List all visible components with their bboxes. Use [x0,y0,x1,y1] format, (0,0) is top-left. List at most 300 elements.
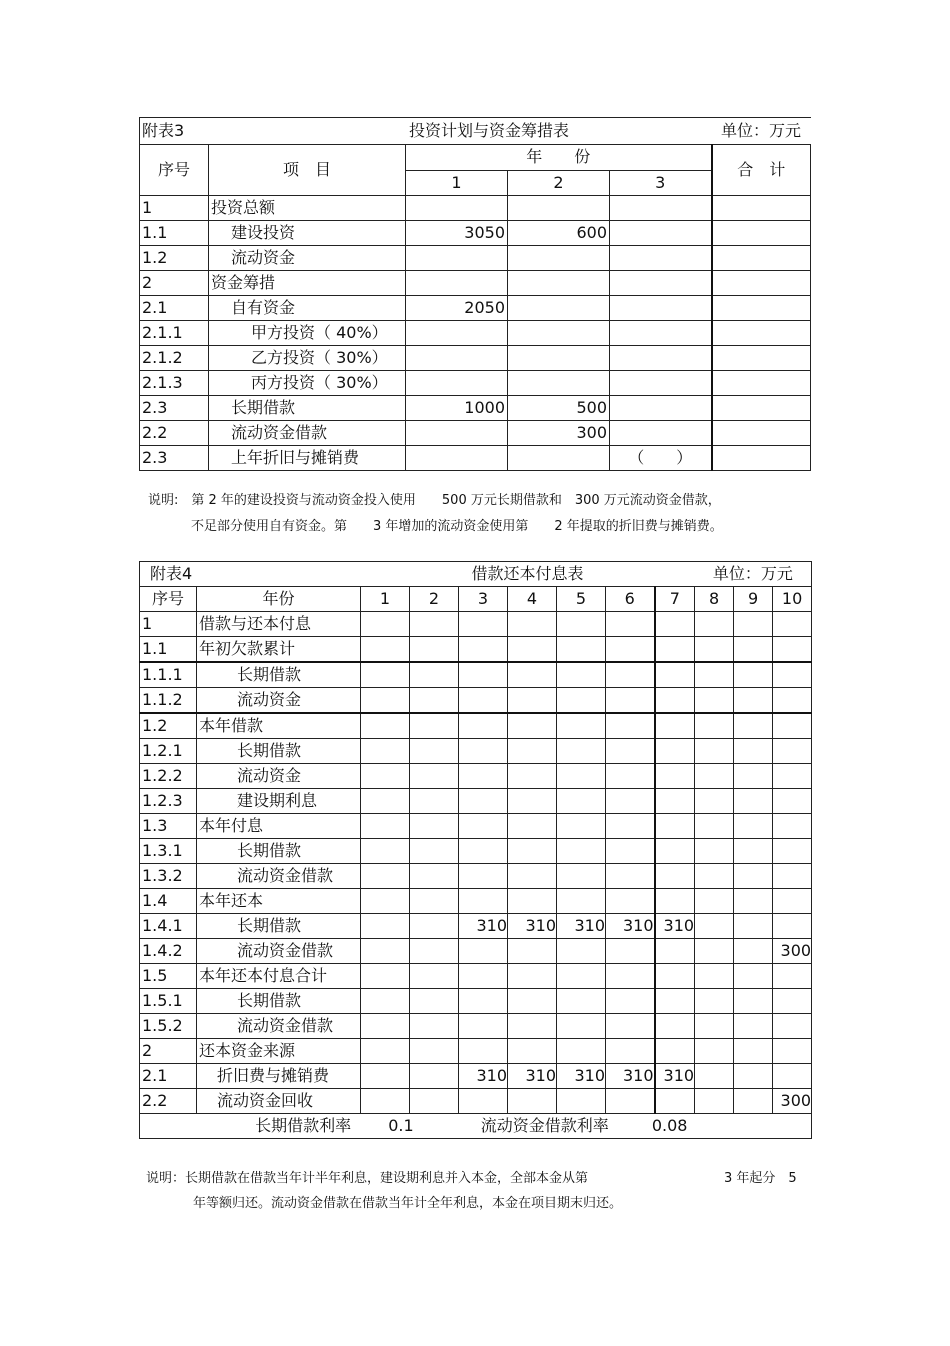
table4-value-cell [361,939,410,964]
long-rate-label: 长期借款利率 [255,1116,352,1135]
table4-year-header: 1 [361,587,410,612]
table4-value-cell [557,789,606,814]
table4-value-cell [557,713,606,739]
table4-item-cell: 流动资金借款 [197,864,361,889]
table3-seq-cell: 2.3 [140,446,209,471]
table4-value-cell: 300 [773,1089,812,1114]
table4-value-cell [695,889,734,914]
table4-value-cell [695,1014,734,1039]
table4-year-header: 7 [655,587,695,612]
table4-year-header: 4 [508,587,557,612]
table4-item-cell: 本年借款 [197,713,361,739]
table4-value-cell [410,789,459,814]
table4-note-line1b: 3 年起分 5 [724,1171,797,1186]
table4-value-cell [410,612,459,637]
table4-value-cell [459,864,508,889]
table4-row [140,914,812,939]
table4-value-cell [734,939,773,964]
table4-value-cell [557,839,606,864]
table4-seq-cell: 1.3.2 [140,864,197,889]
table4-value-cell: 310 [606,1064,655,1089]
table4-value-cell [773,989,812,1014]
table4-value-cell [773,1014,812,1039]
table4-value-cell [459,814,508,839]
table4-value-cell [361,964,410,989]
table4-row [140,989,812,1014]
table4-value-cell [361,814,410,839]
table4-seq-cell: 2.2 [140,1089,197,1114]
table3-total-cell [712,271,811,296]
table4-value-cell [655,662,695,688]
table4-value-cell [410,964,459,989]
table4-value-cell [655,814,695,839]
table4-value-cell [410,989,459,1014]
table4-item-cell: 长期借款 [197,989,361,1014]
table4-value-cell [655,864,695,889]
table4-item-cell: 长期借款 [197,739,361,764]
table3-unit: 单位：万元 [712,118,811,145]
table3-value-cell [508,246,610,271]
table4-value-cell [410,889,459,914]
table3-total-cell [712,246,811,271]
table4-value-cell [734,1039,773,1064]
table3-row [140,321,811,346]
table4-value-cell [410,1039,459,1064]
table4-row [140,688,812,714]
table4-year-header: 9 [734,587,773,612]
table4-value-cell [695,1039,734,1064]
table3-value-cell: （ ） [610,446,712,471]
table3-item-cell: 甲方投资（ 40%） [209,321,406,346]
table4-value-cell [655,764,695,789]
table4-value-cell [459,764,508,789]
table3-seq-cell: 2.1 [140,296,209,321]
table4-seq-cell: 1.5 [140,964,197,989]
table4-value-cell [773,637,812,663]
table4-value-cell: 310 [508,914,557,939]
table4-item-cell: 流动资金 [197,764,361,789]
table4-value-cell [410,1064,459,1089]
table3-total-cell [712,446,811,471]
table4-value-cell [734,612,773,637]
table4-value-cell [606,612,655,637]
table3-year-2: 2 [508,170,610,196]
table4-value-cell: 310 [508,1064,557,1089]
table3-total-cell [712,221,811,246]
table4-value-cell [734,964,773,989]
table3-header-row [140,145,811,171]
table4-value-cell [410,764,459,789]
table4-seq-cell: 1.4.1 [140,914,197,939]
table4-value-cell: 310 [557,1064,606,1089]
table4-value-cell [695,739,734,764]
table4-row [140,889,812,914]
table4-row [140,964,812,989]
table3-title-row [140,118,811,145]
table3-total-cell [712,196,811,221]
table4-value-cell [410,662,459,688]
table4-value-cell [557,939,606,964]
table4-value-cell [459,1014,508,1039]
table4-row [140,789,812,814]
table4-row [140,1014,812,1039]
table4-row [140,1064,812,1089]
table3-value-cell [406,371,508,396]
table3-value-cell [610,196,712,221]
table4-value-cell [410,814,459,839]
table4-value-cell [734,814,773,839]
table4-seq-cell: 1.2 [140,713,197,739]
table4-value-cell [606,789,655,814]
table3-item-cell: 资金筹措 [209,271,406,296]
table4-value-cell [655,637,695,663]
table4-value-cell [557,964,606,989]
table4-value-cell [773,1039,812,1064]
table3-seq-cell: 1 [140,196,209,221]
investment-plan-table [139,117,811,471]
table4-value-cell [508,1089,557,1114]
table4-value-cell [734,1014,773,1039]
table3-value-cell [610,371,712,396]
table4-row [140,939,812,964]
table4-value-cell [695,964,734,989]
table4-value-cell [459,637,508,663]
table3-value-cell [610,321,712,346]
table3-row [140,446,811,471]
table4-value-cell [655,839,695,864]
table4-year-header: 10 [773,587,812,612]
table3-value-cell: 3050 [406,221,508,246]
table4-value-cell [695,637,734,663]
table4-item-cell: 本年付息 [197,814,361,839]
table3-year-1: 1 [406,170,508,196]
table4-item-cell: 本年还本付息合计 [197,964,361,989]
table3-item-cell: 丙方投资（ 30%） [209,371,406,396]
table4-value-cell [695,764,734,789]
table4-value-cell [459,939,508,964]
table4-value-cell [695,939,734,964]
table3-value-cell [610,271,712,296]
table4-value-cell [557,612,606,637]
table4-value-cell [734,839,773,864]
table4-seq-cell: 1.5.2 [140,1014,197,1039]
table4-value-cell [695,1089,734,1114]
table4-value-cell [459,688,508,714]
table4-row [140,1089,812,1114]
table4-value-cell [773,739,812,764]
table4-note-line2: 年等额归还。流动资金借款在借款当年计全年利息，本金在项目期末归还。 [193,1196,623,1211]
table4-value-cell [557,739,606,764]
table3-seq-cell: 1.1 [140,221,209,246]
table4-value-cell [606,637,655,663]
table4-value-cell [361,889,410,914]
table4-value-cell [695,1064,734,1089]
table4-seq-cell: 2.1 [140,1064,197,1089]
table4-item-cell: 长期借款 [197,839,361,864]
table3-value-cell [406,271,508,296]
table4-row [140,839,812,864]
table4-value-cell [734,864,773,889]
table4-row [140,1039,812,1064]
table3-item-cell: 投资总额 [209,196,406,221]
table4-value-cell [695,839,734,864]
table4-value-cell [773,864,812,889]
table3-value-cell [508,296,610,321]
table3-value-cell: 2050 [406,296,508,321]
table4-value-cell [557,637,606,663]
table4-value-cell [361,739,410,764]
table4-value-cell [695,989,734,1014]
table3-value-cell [508,446,610,471]
table4-value-cell [734,914,773,939]
table4-value-cell [695,713,734,739]
table4-value-cell [508,637,557,663]
table3-seq-cell: 2.1.3 [140,371,209,396]
table4-value-cell: 310 [655,914,695,939]
table3-seq-cell: 2.2 [140,421,209,446]
table4-item-cell: 流动资金 [197,688,361,714]
table4-value-cell [557,764,606,789]
table4-value-cell: 310 [557,914,606,939]
table3-item-cell: 乙方投资（ 30%） [209,346,406,371]
table4-value-cell [773,964,812,989]
table4-value-cell [773,612,812,637]
table4-value-cell [734,1089,773,1114]
table4-value-cell [734,889,773,914]
table4-item-cell: 流动资金借款 [197,939,361,964]
table3-total-cell [712,371,811,396]
table4-value-cell [459,1089,508,1114]
table4-value-cell [655,889,695,914]
table4-value-cell [655,789,695,814]
table3-seq-cell: 2 [140,271,209,296]
table4-seq-cell: 1.4.2 [140,939,197,964]
current-rate-label: 流动资金借款利率 [480,1116,609,1135]
table4-value-cell [655,1014,695,1039]
table4-value-cell [361,989,410,1014]
table4-value-cell [606,764,655,789]
table4-year-header: 8 [695,587,734,612]
table4-value-cell [606,662,655,688]
table3-row [140,396,811,421]
table4-value-cell [361,637,410,663]
table3-title: 投资计划与资金筹措表 [209,118,712,145]
table3-value-cell [610,221,712,246]
table4-seq-cell: 1 [140,612,197,637]
table4-value-cell [606,814,655,839]
table4-value-cell [695,814,734,839]
table4-value-cell [459,839,508,864]
table3-total-cell [712,421,811,446]
table4-header-row [140,587,812,612]
table4-row [140,612,812,637]
table3-row [140,221,811,246]
table4-value-cell [557,1014,606,1039]
table4-value-cell [655,688,695,714]
table4-title: 借款还本付息表 [361,562,695,587]
table4-value-cell [606,864,655,889]
table4-value-cell [695,914,734,939]
table4-value-cell [410,839,459,864]
table3-value-cell [610,246,712,271]
table4-value-cell [773,764,812,789]
table3-value-cell [610,396,712,421]
table4-value-cell [508,889,557,914]
table3-value-cell [610,421,712,446]
table4-value-cell [557,1039,606,1064]
table4-value-cell [655,739,695,764]
table4-row [140,814,812,839]
table3-seq-header: 序号 [140,145,209,196]
table4-seq-cell: 1.2.3 [140,789,197,814]
table3-row [140,296,811,321]
table4-rates-row [140,1114,812,1139]
table4-item-cell: 建设期利息 [197,789,361,814]
table4-value-cell [410,939,459,964]
table4-value-cell [410,914,459,939]
table4-row [140,764,812,789]
table4-value-cell [773,914,812,939]
table4-row [140,662,812,688]
table3-item-cell: 流动资金借款 [209,421,406,446]
table3-value-cell [610,346,712,371]
table4-value-cell [734,637,773,663]
table4-value-cell [508,713,557,739]
table4-value-cell [606,688,655,714]
table3-seq-cell: 1.2 [140,246,209,271]
table4-seq-cell: 1.4 [140,889,197,914]
long-rate-value: 0.1 [388,1116,414,1135]
table4-value-cell: 310 [459,1064,508,1089]
table4-value-cell [361,713,410,739]
table4-row [140,713,812,739]
table4-value-cell [361,612,410,637]
table3-value-cell [610,296,712,321]
table4-value-cell [459,612,508,637]
table4-value-cell [773,814,812,839]
table4-value-cell [695,864,734,889]
table4-row [140,739,812,764]
table4-year-header: 3 [459,587,508,612]
table3-value-cell: 500 [508,396,610,421]
table3-row [140,271,811,296]
table4-row [140,637,812,663]
table4-value-cell [508,662,557,688]
table4-value-cell [773,688,812,714]
table4-unit: 单位：万元 [695,562,812,587]
table4-value-cell [508,839,557,864]
table4-value-cell [606,989,655,1014]
table4-value-cell [557,1089,606,1114]
table3-value-cell [406,246,508,271]
table4-value-cell [508,739,557,764]
table4-value-cell [361,688,410,714]
table3-value-cell [508,196,610,221]
table4-item-cell: 借款与还本付息 [197,612,361,637]
table3-row [140,246,811,271]
table4-seq-cell: 1.1.1 [140,662,197,688]
table4-value-cell [773,662,812,688]
table4-value-cell [508,964,557,989]
table3-seq-cell: 2.1.1 [140,321,209,346]
table4-value-cell [361,864,410,889]
table4-value-cell [773,789,812,814]
table4-value-cell [655,989,695,1014]
table4-value-cell [508,688,557,714]
table4-value-cell [606,713,655,739]
table4-item-cell: 年初欠款累计 [197,637,361,663]
table4-value-cell [606,1039,655,1064]
table3-item-cell: 上年折旧与摊销费 [209,446,406,471]
table3-item-header: 项 目 [209,145,406,196]
table3-seq-cell: 2.1.2 [140,346,209,371]
table4-value-cell [508,814,557,839]
table4-value-cell [459,662,508,688]
table4-value-cell [361,1064,410,1089]
table4-value-cell [557,989,606,1014]
table4-value-cell [361,1014,410,1039]
table3-value-cell [508,346,610,371]
table4-item-cell: 长期借款 [197,662,361,688]
table3-value-cell [508,371,610,396]
table4-value-cell [734,713,773,739]
table4-item-cell: 折旧费与摊销费 [197,1064,361,1089]
table4-value-cell [361,914,410,939]
table4-value-cell [734,739,773,764]
table3-value-cell [406,321,508,346]
table4-value-cell [361,789,410,814]
table4-value-cell [508,612,557,637]
table4-value-cell [410,739,459,764]
table4-year-header: 6 [606,587,655,612]
table3-note-line2: 不足部分使用自有资金。第 3 年增加的流动资金使用第 2 年提取的折旧费与摊销费。 [191,519,723,534]
table4-value-cell [361,1039,410,1064]
table3-total-cell [712,321,811,346]
table3-total-cell [712,296,811,321]
table4-value-cell [361,1089,410,1114]
table4-value-cell: 310 [655,1064,695,1089]
table4-item-cell: 本年还本 [197,889,361,914]
table4-value-cell [459,739,508,764]
table3-label: 附表3 [140,118,209,145]
table4-value-cell [606,939,655,964]
table4-value-cell [773,839,812,864]
table3-seq-cell: 2.3 [140,396,209,421]
table4-seq-cell: 1.3.1 [140,839,197,864]
table3-value-cell [406,196,508,221]
table3-value-cell: 1000 [406,396,508,421]
table3-value-cell: 600 [508,221,610,246]
table4-item-cell: 流动资金回收 [197,1089,361,1114]
table3-year-header: 年 份 [406,145,712,171]
table4-value-cell [508,1039,557,1064]
table3-value-cell [508,321,610,346]
table4-value-cell [606,739,655,764]
table4-value-cell [361,839,410,864]
table4-value-cell [508,989,557,1014]
table4-value-cell: 310 [459,914,508,939]
table3-total-cell [712,396,811,421]
table4-value-cell [655,1089,695,1114]
table4-value-cell [773,889,812,914]
table4-value-cell [695,688,734,714]
table4-value-cell [459,889,508,914]
table4-value-cell [695,789,734,814]
table4-value-cell [459,964,508,989]
table4-label: 附表4 [140,562,361,587]
table3-note-line1: 说明: 第 2 年的建设投资与流动资金投入使用 500 万元长期借款和 300 万元流动资金借款， [148,493,721,508]
table4-row [140,864,812,889]
